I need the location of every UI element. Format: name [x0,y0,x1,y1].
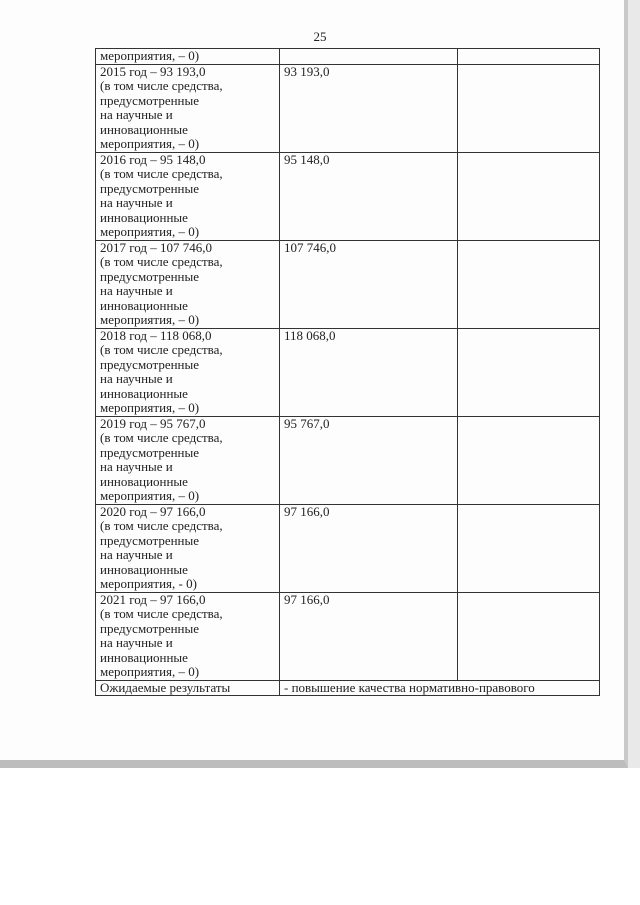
amount-cell: 107 746,0 [280,240,458,328]
year-description-line: предусмотренные [100,444,200,460]
amount-cell: 97 166,0 [280,592,458,680]
year-description-line: 2015 год – 93 193,0 [100,63,206,79]
year-description-line: инновационные [100,297,188,313]
year-description-line: мероприятия, – 0) [100,224,200,239]
year-description-line: 2016 год – 95 148,0 [100,151,206,167]
year-description-cell [96,504,280,592]
amount-cell: 95 148,0 [280,152,458,240]
year-description-line: (в том числе средства, [100,254,223,269]
year-description-line: (в том числе средства, [100,430,223,445]
table-row [96,592,600,680]
empty-cell [458,49,600,65]
year-description-cell [96,592,280,680]
expected-results-label: Ожидаемые результаты [96,680,280,696]
year-description-line: (в том числе средства, [100,78,223,93]
table-row [96,152,600,240]
year-description-cell [96,416,280,504]
empty-cell [458,416,600,504]
year-description-line: на научные и [100,459,173,474]
empty-cell [458,328,600,416]
empty-cell [458,152,600,240]
year-description-line: (в том числе средства, [100,166,223,181]
year-description-line: мероприятия, – 0) [100,488,200,503]
expected-results-text: - повышение качества нормативно-правового [280,680,600,696]
year-description-line: инновационные [100,473,188,489]
year-description-line: мероприятия, – 0) [100,136,200,151]
year-description-line: мероприятия, – 0) [100,400,200,415]
empty-cell [458,504,600,592]
year-description-line: предусмотренные [100,268,200,284]
table-row [96,416,600,504]
year-description-line: на научные и [100,371,173,386]
year-description-line: инновационные [100,121,188,137]
year-description-line: инновационные [100,385,188,401]
year-description-cell [96,240,280,328]
table-row [96,328,600,416]
year-description-line: (в том числе средства, [100,606,223,621]
year-description-line: на научные и [100,635,173,650]
year-description-line: на научные и [100,195,173,210]
year-description-line: предусмотренные [100,532,200,548]
year-description-cell [96,64,280,152]
year-description-line: предусмотренные [100,92,200,108]
table-row-expected-results [96,680,600,696]
year-description-line: на научные и [100,547,173,562]
year-description-line: инновационные [100,649,188,665]
year-description-line: 2018 год – 118 068,0 [100,327,212,343]
year-description-line: (в том числе средства, [100,342,223,357]
funding-table [95,48,600,696]
empty-cell [458,240,600,328]
year-description-line: 2020 год – 97 166,0 [100,503,206,519]
year-description-line: предусмотренные [100,356,200,372]
year-description-line: инновационные [100,561,188,577]
empty-cell [458,592,600,680]
year-description-cell [96,152,280,240]
year-description-line: предусмотренные [100,180,200,196]
fragment-cell: мероприятия, – 0) [96,49,280,65]
table-row [96,240,600,328]
empty-cell [458,64,600,152]
year-description-line: предусмотренные [100,620,200,636]
amount-cell: 95 767,0 [280,416,458,504]
amount-cell: 97 166,0 [280,504,458,592]
page-number: 25 [313,29,327,44]
table-row [96,64,600,152]
blank-area [0,768,640,905]
table-row [96,504,600,592]
year-description-line: на научные и [100,107,173,122]
year-description-line: 2019 год – 95 767,0 [100,415,206,431]
amount-cell: 118 068,0 [280,328,458,416]
year-description-line: (в том числе средства, [100,518,223,533]
year-description-line: инновационные [100,209,188,225]
amount-cell: 93 193,0 [280,64,458,152]
year-description-line: мероприятия, - 0) [100,576,197,591]
year-description-line: мероприятия, – 0) [100,664,200,679]
year-description-line: 2017 год – 107 746,0 [100,239,212,255]
table-row-fragment [96,49,600,65]
year-description-cell [96,328,280,416]
year-description-line: 2021 год – 97 166,0 [100,591,206,607]
year-description-line: мероприятия, – 0) [100,312,200,327]
empty-cell [280,49,458,65]
year-description-line: на научные и [100,283,173,298]
